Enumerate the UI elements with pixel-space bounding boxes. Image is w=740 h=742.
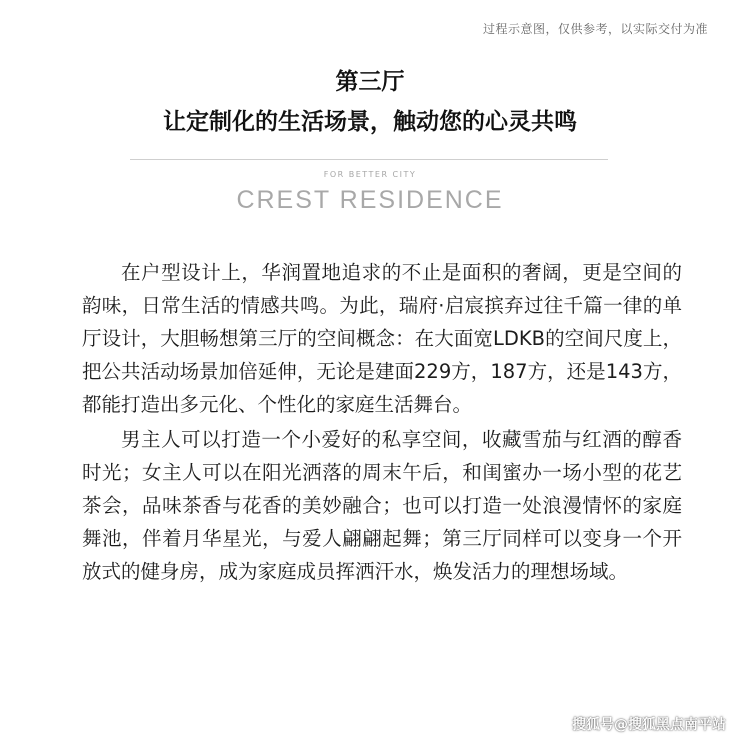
paragraph: 在户型设计上，华润置地追求的不止是面积的奢阔，更是空间的韵味，日常生活的情感共鸣。为此，瑞府·启宸摈弃过往千篇一律的单厅设计，大胆畅想第三厅的空间概念：在大面宽LDKB的空间尺度上，把公共活动场景加倍延伸，无论是建面229方，187方，还是143方，都能打造出多元化、个性化的家庭生活舞台。 xyxy=(82,261,682,416)
disclaimer-note: 过程示意图，仅供参考，以实际交付为准 xyxy=(482,22,708,36)
paragraph: 男主人可以打造一个小爱好的私享空间，收藏雪茄与红酒的醇香时光；女主人可以在阳光洒落的周末午后，和闺蜜办一场小型的花艺茶会，品味茶香与花香的美妙融合；也可以打造一处浪漫情怀的家庭舞池，伴着月华星光，与爱人翩翩起舞；第三厅同样可以变身一个开放式的健身房，成为家庭成员挥洒汗水，焕发活力的理想场域。 xyxy=(82,428,682,583)
brand-tagline: FOR BETTER CITY xyxy=(323,170,417,179)
section-heading xyxy=(0,66,740,138)
watermark: 搜狐号@搜狐黑点南平站 xyxy=(572,717,726,733)
article-body xyxy=(82,256,682,590)
brand-logo-text: CREST RESIDENCE xyxy=(236,186,504,214)
divider xyxy=(130,159,608,160)
page-title: 第三厅 xyxy=(335,69,405,95)
page-subtitle: 让定制化的生活场景，触动您的心灵共鸣 xyxy=(163,109,577,135)
